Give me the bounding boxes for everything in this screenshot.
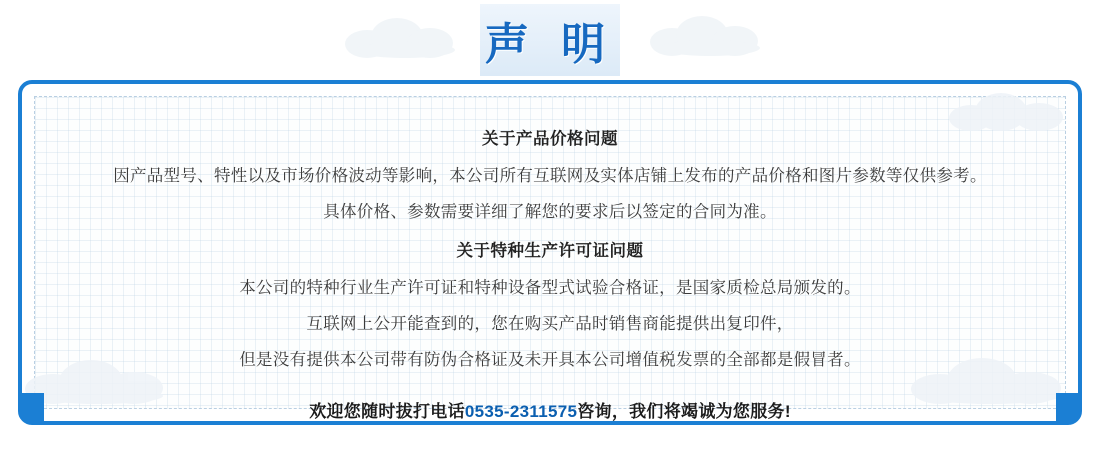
section-license-line-1: 本公司的特种行业生产许可证和特种设备型式试验合格证，是国家质检总局颁发的。 [239, 279, 861, 297]
statement-content [35, 97, 1065, 422]
contact-phone[interactable]: 0535-2311575 [464, 402, 578, 421]
section-heading-price: 关于产品价格问题 [482, 130, 618, 148]
section-heading-license: 关于特种生产许可证问题 [456, 242, 644, 260]
contact-prefix: 欢迎您随时拔打电话 [309, 402, 465, 421]
section-license-line-3: 但是没有提供本公司带有防伪合格证及未开具本公司增值税发票的全部都是假冒者。 [239, 351, 861, 369]
statement-box-inner [34, 96, 1066, 421]
title-area [0, 0, 1100, 80]
contact-suffix: 咨询，我们将竭诚为您服务! [577, 402, 791, 421]
contact-line [35, 397, 1065, 422]
section-price-line-2: 具体价格、参数需要详细了解您的要求后以签定的合同为准。 [323, 203, 777, 221]
page-title: 声 明 [484, 20, 616, 69]
section-license-line-2: 互联网上公开能查到的，您在购买产品时销售商能提供出复印件， [306, 315, 794, 333]
section-price-line-1: 因产品型号、特性以及市场价格波动等影响，本公司所有互联网及实体店铺上发布的产品价格和图片参数等仅供参考。 [113, 167, 987, 185]
statement-box [18, 80, 1082, 425]
